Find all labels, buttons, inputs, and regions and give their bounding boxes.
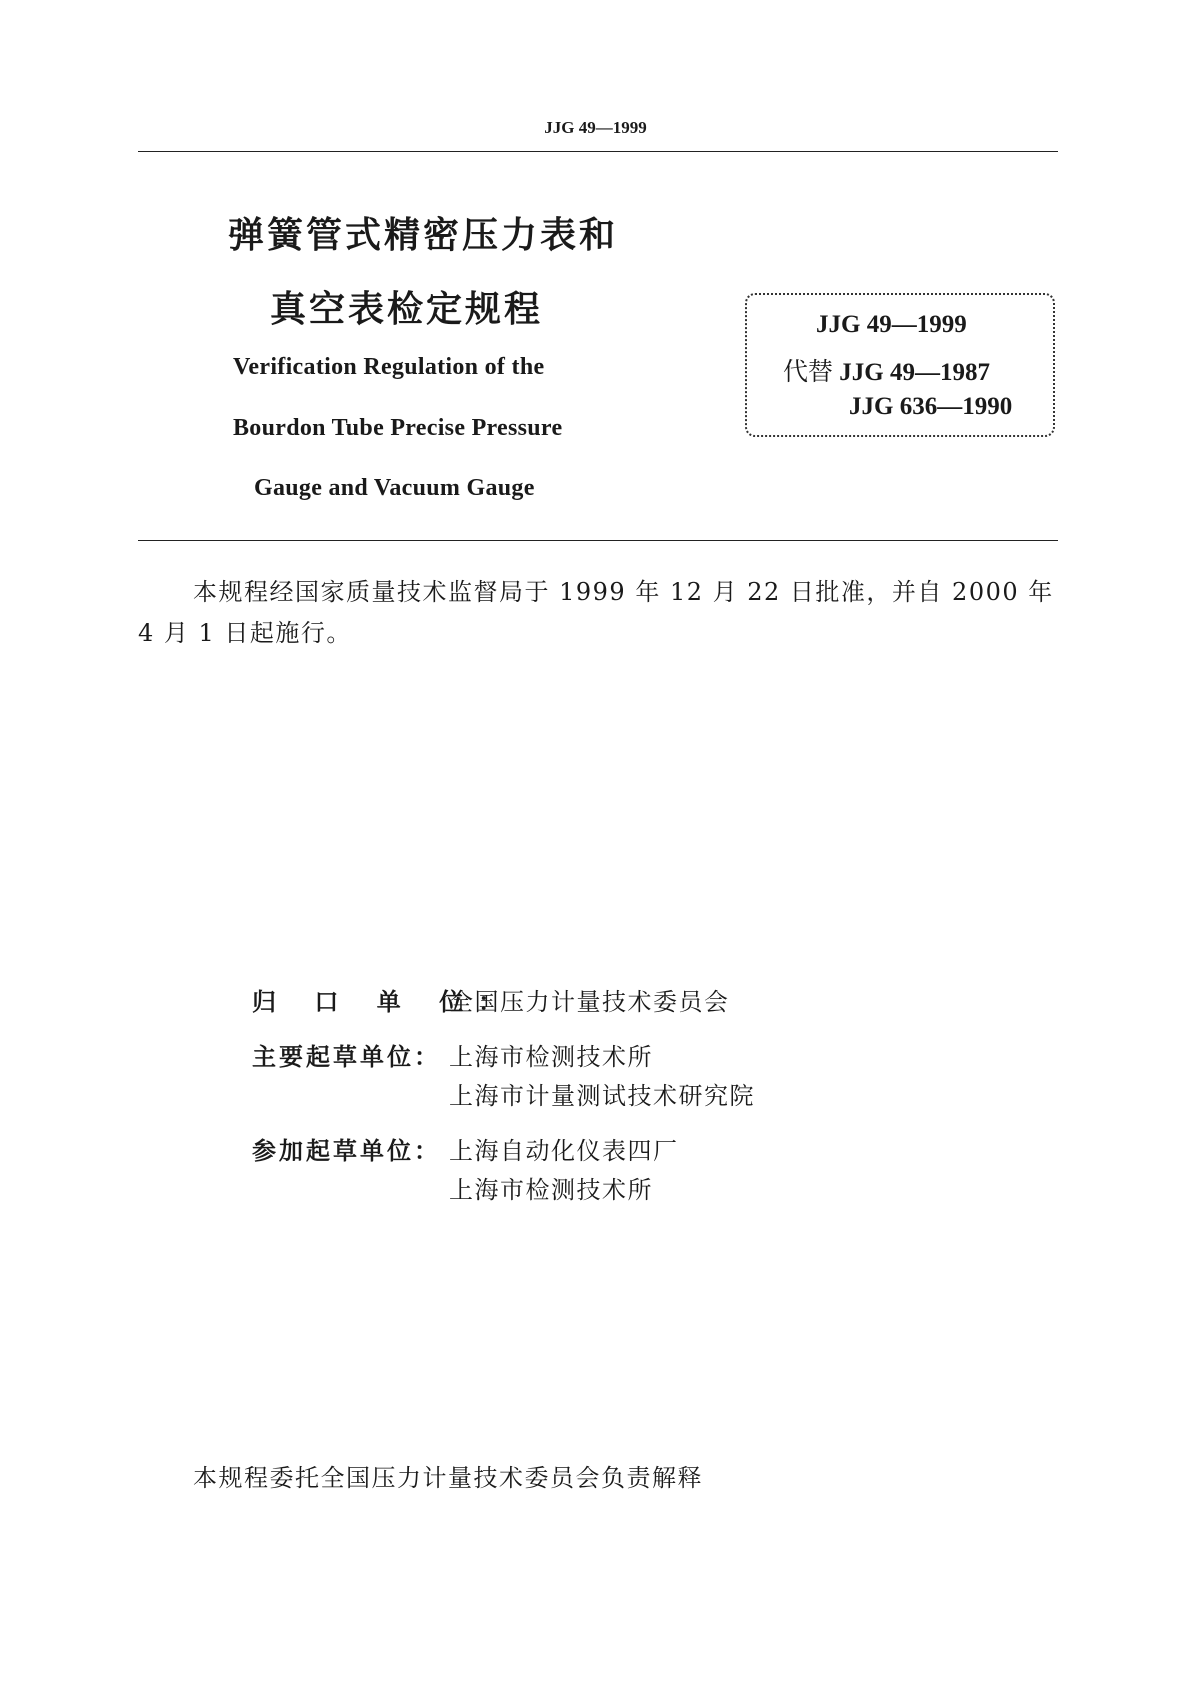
code-box-current: JJG 49—1999	[816, 311, 967, 338]
title-en-line2: Bourdon Tube Precise Pressure	[233, 415, 563, 441]
gui-kou-value: 全国压力计量技术委员会	[449, 988, 730, 1016]
code-box-replace-label: 代替	[783, 357, 834, 386]
header-standard-code: JJG 49—1999	[544, 118, 647, 137]
joint-drafting-label: 参加起草单位：	[252, 1137, 441, 1165]
main-drafting-unit-2: 上海市计量测试技术研究院	[449, 1082, 755, 1110]
interpretation-note: 本规程委托全国压力计量技术委员会负责解释	[193, 1464, 703, 1492]
joint-drafting-unit-1: 上海自动化仪表四厂	[449, 1137, 679, 1165]
gui-kou-label: 归 口 单 位：	[252, 988, 518, 1016]
header-divider	[138, 151, 1058, 152]
joint-drafting-unit-2: 上海市检测技术所	[449, 1176, 653, 1204]
approval-line1: 本规程经国家质量技术监督局于 1999 年 12 月 22 日批准，并自 2000 年	[193, 578, 1054, 606]
code-box-replaced-code-2: JJG 636—1990	[849, 393, 1013, 420]
title-cn-line1: 弹簧管式精密压力表和	[228, 215, 619, 256]
main-drafting-unit-1: 上海市检测技术所	[449, 1043, 653, 1071]
title-divider	[138, 540, 1058, 541]
approval-line2: 4 月 1 日起施行。	[138, 619, 352, 647]
title-cn-line2: 真空表检定规程	[270, 289, 544, 330]
main-drafting-label: 主要起草单位：	[252, 1043, 441, 1071]
title-en-line3: Gauge and Vacuum Gauge	[254, 475, 535, 501]
title-en-line1: Verification Regulation of the	[233, 354, 545, 380]
code-box-replaced-code-1: JJG 49—1987	[839, 359, 990, 386]
code-box-replaces	[783, 352, 990, 388]
